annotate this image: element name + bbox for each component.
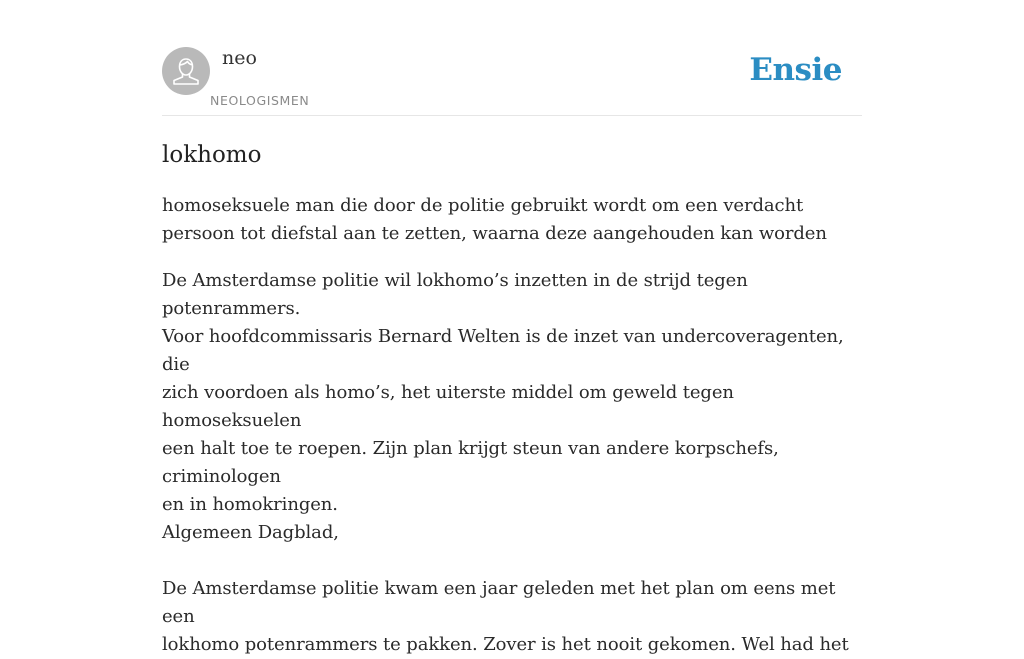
example-line: De Amsterdamse politie wil lokhomo’s inzetten in de strijd tegen potenrammers. [162, 270, 748, 319]
example-line: De Amsterdamse politie kwam een jaar geleden met het plan om eens met een [162, 578, 836, 627]
entry-header [162, 0, 862, 116]
entry-container [162, 0, 862, 655]
collection-link[interactable]: NEOLOGISMEN [210, 93, 310, 108]
example-line: Voor hoofdcommissaris Bernard Welten is de inzet van undercoveragenten, die [162, 326, 844, 375]
example-line: een halt toe te roepen. Zijn plan krijgt steun van andere korpschefs, criminologen [162, 438, 779, 487]
example-line: zich voordoen als homo’s, het uiterste middel om geweld tegen homoseksuelen [162, 382, 734, 431]
example-line: en in homokringen. [162, 494, 338, 515]
brand-logo-link[interactable]: Ensie [749, 52, 842, 88]
entry-example [162, 267, 866, 659]
example-source: Algemeen Dagblad, [162, 522, 339, 543]
example-line: lokhomo potenrammers te pakken. Zover is het nooit gekomen. Wel had het [162, 634, 849, 655]
entry-title: lokhomo [162, 142, 262, 168]
user-name-link[interactable]: neo [222, 47, 257, 69]
user-silhouette-icon [162, 47, 210, 95]
avatar[interactable] [162, 47, 210, 95]
entry-definition: homoseksuele man die door de politie gebruikt wordt om een verdacht persoon tot diefstal aan te zetten, waarna deze aangehouden kan worden [162, 195, 827, 244]
paragraph-gap [162, 547, 866, 575]
